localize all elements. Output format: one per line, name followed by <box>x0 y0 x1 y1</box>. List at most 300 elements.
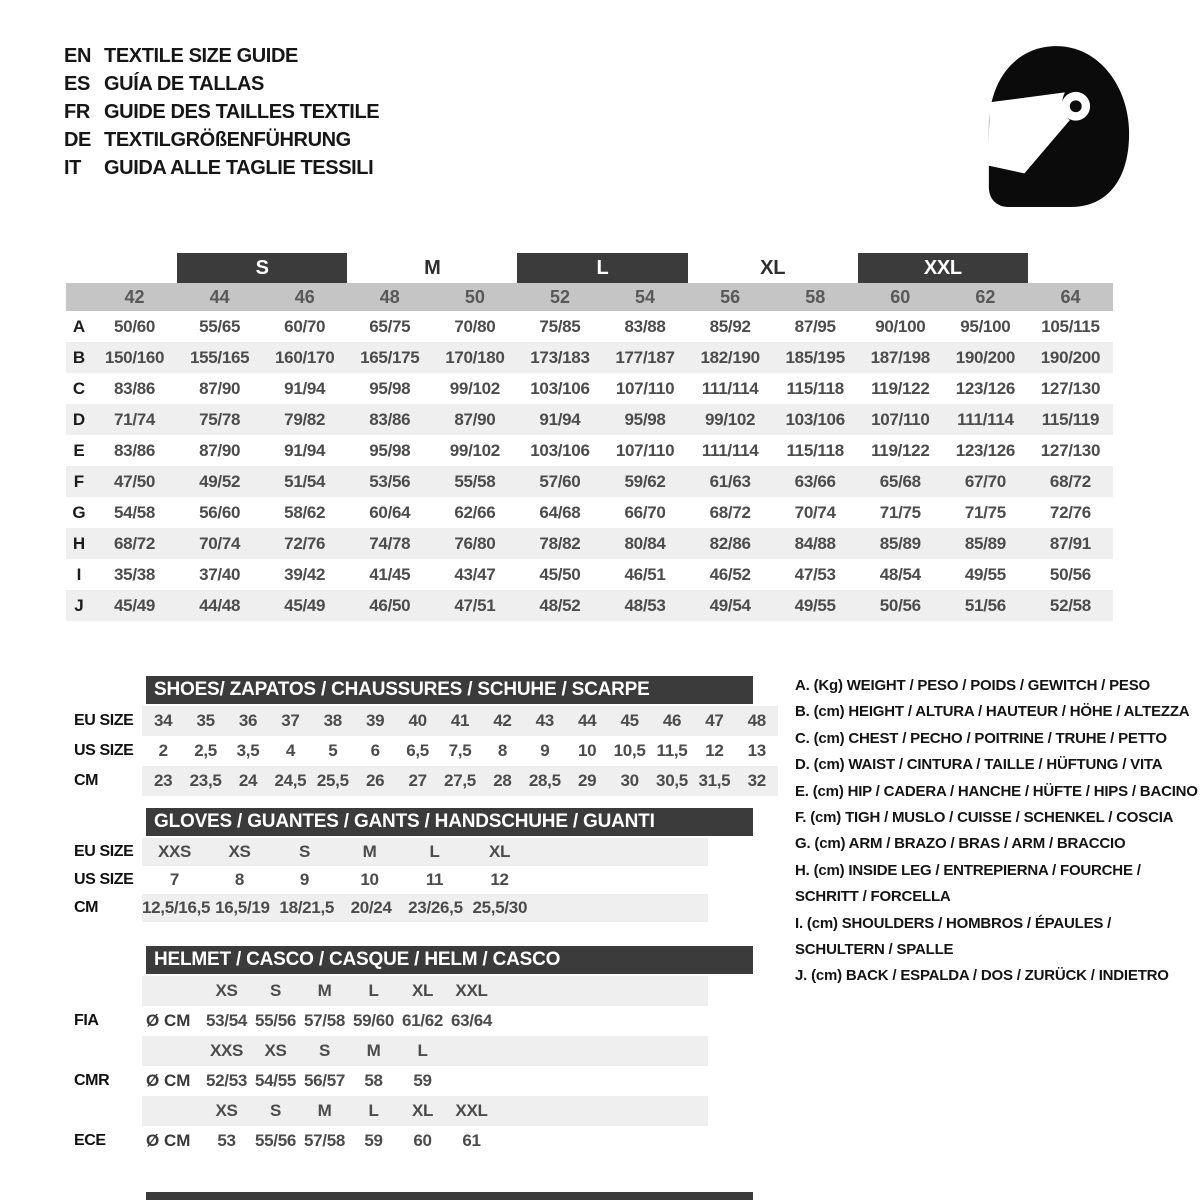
size-value: 26 <box>366 771 385 790</box>
shoes-size-table <box>74 676 778 796</box>
helmet-title-bar: HELMET / CASCO / CASQUE / HELM / CASCO <box>146 946 753 974</box>
size-value: 85/89 <box>879 533 921 553</box>
legend-line: B. (cm) HEIGHT / ALTURA / HAUTEUR / HÖHE / ALTEZZA <box>795 703 1190 721</box>
size-value: 43 <box>535 711 554 730</box>
size-value: 75/85 <box>539 316 581 336</box>
numeric-size: 60 <box>890 286 911 307</box>
size-value: 55/56 <box>254 1011 297 1030</box>
size-value: 13 <box>747 741 766 760</box>
size-value: 150/160 <box>104 347 165 367</box>
size-value: 6,5 <box>406 741 429 760</box>
size-group-m: M <box>424 256 441 279</box>
language-title-list <box>64 42 379 182</box>
size-row <box>74 866 708 894</box>
size-value: 12,5/16,5 <box>142 898 211 917</box>
helmet-value-row <box>74 1006 708 1036</box>
size-value: 24 <box>238 771 258 790</box>
size-value: 72/76 <box>284 533 326 553</box>
size-value: 68/72 <box>1049 471 1091 491</box>
size-value: L <box>429 842 440 861</box>
size-value: 25,5 <box>316 771 349 790</box>
size-value: 41 <box>450 711 470 730</box>
size-value: 11 <box>425 870 444 889</box>
size-value: 30 <box>620 771 639 790</box>
size-value: 2,5 <box>194 741 217 760</box>
size-value: 55/56 <box>254 1131 297 1150</box>
size-value: 59/60 <box>352 1011 395 1030</box>
size-value: 4 <box>285 741 295 760</box>
size-value: 90/100 <box>875 316 926 336</box>
size-value: 23 <box>154 771 173 790</box>
helmet-size: XXS <box>209 1041 244 1060</box>
size-value: 83/88 <box>624 316 666 336</box>
size-value: 53/56 <box>369 471 411 491</box>
measure-row <box>66 497 1113 528</box>
size-value: 91/94 <box>539 409 581 429</box>
size-value: 29 <box>578 771 597 790</box>
size-value: 35 <box>196 711 215 730</box>
size-value: 36 <box>238 711 258 730</box>
size-value: 115/119 <box>1041 409 1100 429</box>
size-value: 74/78 <box>369 533 411 553</box>
helmet-size: M <box>317 981 332 1000</box>
numeric-size: 62 <box>975 286 996 307</box>
standard-label: FIA <box>74 1012 99 1029</box>
size-value: 165/175 <box>360 347 420 367</box>
numeric-size: 52 <box>549 286 570 307</box>
size-value: 80/84 <box>624 533 666 553</box>
size-value: 68/72 <box>709 502 751 522</box>
numeric-size: 58 <box>805 286 826 307</box>
size-value: 28 <box>493 771 512 790</box>
racing-helmet-icon <box>978 40 1136 212</box>
numeric-size: 48 <box>379 286 400 307</box>
size-value: 71/75 <box>964 502 1006 522</box>
size-group-l: L <box>517 253 687 283</box>
size-value: 27 <box>408 771 427 790</box>
size-value: 3,5 <box>236 741 260 760</box>
language-row <box>64 98 379 126</box>
size-value: 85/89 <box>964 533 1006 553</box>
size-value: 6 <box>370 741 380 760</box>
size-value: 182/190 <box>700 347 760 367</box>
size-value: 79/82 <box>284 409 326 429</box>
values-grid <box>142 838 532 866</box>
size-value: 7,5 <box>448 741 472 760</box>
size-value: 37/40 <box>199 564 241 584</box>
size-value: 83/86 <box>114 440 156 460</box>
size-value: 95/98 <box>624 409 666 429</box>
size-value: 47/51 <box>454 595 496 615</box>
size-value: 40 <box>408 711 427 730</box>
language-code: IT <box>64 156 81 179</box>
size-value: 49/55 <box>964 564 1006 584</box>
helmet-size: M <box>317 1101 332 1120</box>
size-row <box>74 894 708 922</box>
size-value: XS <box>228 842 251 861</box>
measure-row <box>66 435 1113 466</box>
helmet-size: XS <box>264 1041 287 1060</box>
row-label: CM <box>74 899 99 916</box>
measurement-legend <box>795 673 1200 990</box>
size-value: 47/53 <box>794 564 836 584</box>
row-label: E <box>73 440 85 460</box>
helmet-size: L <box>368 1101 379 1120</box>
size-value: 111/114 <box>701 378 759 398</box>
standard-label: ECE <box>74 1132 106 1149</box>
size-value: XL <box>488 842 511 861</box>
size-value: M <box>362 842 377 861</box>
legend-line: A. (Kg) WEIGHT / PESO / POIDS / GEWITCH / PESO <box>795 677 1150 694</box>
helmet-size-row <box>142 1096 708 1126</box>
size-value: 72/76 <box>1049 502 1091 522</box>
language-row <box>64 126 379 154</box>
helmet-value-row <box>74 1126 708 1156</box>
size-value: 107/110 <box>871 409 930 429</box>
size-value: 24,5 <box>274 771 307 790</box>
size-value: 48 <box>747 711 766 730</box>
helmet-size: XS <box>215 1101 238 1120</box>
size-value: 67/70 <box>964 471 1006 491</box>
helmet-size: L <box>417 1041 428 1060</box>
helmet-size: XXL <box>455 981 488 1000</box>
size-value: 119/122 <box>871 440 930 460</box>
size-value: 63/64 <box>450 1011 493 1030</box>
row-label: D <box>72 409 86 429</box>
size-value: 12 <box>705 741 724 760</box>
size-value: 173/183 <box>530 347 590 367</box>
size-value: 8 <box>234 870 245 889</box>
row-label: EU SIZE <box>74 843 134 860</box>
size-value: 32 <box>747 771 766 790</box>
size-value: 85/92 <box>709 316 751 336</box>
size-value: 61/63 <box>709 471 751 491</box>
size-value: 87/95 <box>794 316 836 336</box>
size-value: 25,5/30 <box>472 898 528 917</box>
size-value: 83/86 <box>369 409 411 429</box>
size-value: 91/94 <box>284 440 326 460</box>
size-value: 53 <box>217 1131 236 1150</box>
row-label: US SIZE <box>74 742 134 759</box>
gloves-title-bar: GLOVES / GUANTES / GANTS / HANDSCHUHE / GUANTI <box>146 808 753 836</box>
helmet-value-row <box>74 1066 708 1096</box>
size-value: 190/200 <box>955 347 1016 367</box>
size-value: 87/90 <box>454 409 496 429</box>
size-value: 76/80 <box>454 533 496 553</box>
size-value: 57/58 <box>303 1131 346 1150</box>
language-title: TEXTILGRÖßENFÜHRUNG <box>104 128 351 151</box>
size-value: 51/54 <box>284 471 326 491</box>
size-value: 54/58 <box>114 502 156 522</box>
size-value: 70/74 <box>199 533 241 553</box>
helmet-size: M <box>366 1041 381 1060</box>
row-label: C <box>72 378 86 398</box>
measure-row <box>66 590 1113 621</box>
measure-row <box>66 342 1113 373</box>
size-value: 65/75 <box>369 316 411 336</box>
size-value: XXS <box>157 842 192 861</box>
size-value: 59 <box>364 1131 383 1150</box>
legend-line: H. (cm) INSIDE LEG / ENTREPIERNA / FOURCHE / <box>795 861 1141 879</box>
legend-line: SCHULTERN / SPALLE <box>795 941 954 959</box>
size-value: 47 <box>705 711 724 730</box>
numeric-size: 56 <box>720 286 741 307</box>
size-value: 49/52 <box>199 471 241 491</box>
size-value: 59/62 <box>624 471 666 491</box>
size-value: 103/106 <box>530 378 590 398</box>
row-label: CM <box>74 772 99 789</box>
size-value: 47/50 <box>114 471 156 491</box>
size-value: 111/114 <box>957 409 1014 429</box>
row-label: G <box>72 502 86 522</box>
size-value: 99/102 <box>449 440 500 460</box>
language-code: DE <box>64 128 91 151</box>
size-value: 35/38 <box>114 564 156 584</box>
size-value: 46/52 <box>709 564 751 584</box>
size-row <box>74 706 778 736</box>
size-value: 70/74 <box>794 502 836 522</box>
row-label: J <box>74 595 84 615</box>
size-value: 45/49 <box>114 595 156 615</box>
size-value: 95/98 <box>369 440 411 460</box>
size-value: 56/60 <box>199 502 241 522</box>
legend-line: J. (cm) BACK / ESPALDA / DOS / ZURÜCK / INDIETRO <box>795 967 1169 985</box>
size-value: 66/70 <box>624 502 666 522</box>
size-value: 70/80 <box>454 316 496 336</box>
size-value: 115/118 <box>786 440 844 460</box>
legend-line: E. (cm) HIP / CADERA / HANCHE / HÜFTE / HIPS / BACINO <box>795 782 1198 800</box>
size-value: 46/50 <box>369 595 411 615</box>
row-label: F <box>73 471 85 491</box>
size-value: 49/55 <box>794 595 836 615</box>
size-value: 123/126 <box>955 378 1016 398</box>
size-value: 39 <box>366 711 385 730</box>
row-label: EU SIZE <box>74 712 134 729</box>
size-value: 65/68 <box>879 471 921 491</box>
helmet-size: XS <box>215 981 238 1000</box>
size-value: 45 <box>620 711 639 730</box>
size-value: 60/70 <box>284 316 326 336</box>
measure-row <box>66 528 1113 559</box>
legend-line: D. (cm) WAIST / CINTURA / TAILLE / HÜFTUNG / VITA <box>795 756 1163 774</box>
size-value: 105/115 <box>1041 316 1100 336</box>
numeric-size: 54 <box>635 286 656 307</box>
size-value: 160/170 <box>275 347 335 367</box>
size-value: 190/200 <box>1040 347 1101 367</box>
language-code: EN <box>64 44 91 67</box>
size-value: 58 <box>364 1071 383 1090</box>
language-title: GUIDA ALLE TAGLIE TESSILI <box>104 156 374 179</box>
helmet-size: XXL <box>455 1101 488 1120</box>
helmet-rows <box>74 976 708 1156</box>
size-value: 50/56 <box>879 595 921 615</box>
size-value: 51/56 <box>964 595 1006 615</box>
language-row <box>64 154 379 182</box>
measure-row <box>66 559 1113 590</box>
legend-line: SCHRITT / FORCELLA <box>795 888 951 906</box>
measure-row <box>66 466 1113 497</box>
size-value: 127/130 <box>1040 440 1101 460</box>
size-value: 23,5 <box>189 771 222 790</box>
size-value: 45/50 <box>539 564 581 584</box>
size-value: 58/62 <box>284 502 326 522</box>
size-group-s: S <box>177 253 347 283</box>
helmet-size: XL <box>411 1101 434 1120</box>
language-title: GUIDE DES TAILLES TEXTILE <box>104 100 380 123</box>
size-value: 9 <box>299 870 310 889</box>
size-value: 16,5/19 <box>215 898 270 917</box>
size-value: 39/42 <box>284 564 326 584</box>
size-value: 37 <box>281 711 300 730</box>
size-value: 63/66 <box>794 471 836 491</box>
size-value: 48/52 <box>539 595 581 615</box>
numeric-size: 46 <box>294 286 315 307</box>
size-value: 8 <box>497 741 507 760</box>
size-value: 107/110 <box>615 440 675 460</box>
size-value: 57/60 <box>539 471 581 491</box>
size-value: 9 <box>540 741 550 760</box>
cropped-section-bar <box>146 1192 753 1200</box>
size-value: 20/24 <box>350 898 392 917</box>
numeric-size: 50 <box>464 286 485 307</box>
size-value: 170/180 <box>445 347 505 367</box>
measure-row <box>66 404 1113 435</box>
row-label: B <box>72 347 86 367</box>
values-grid <box>142 866 532 894</box>
size-value: 55/58 <box>454 471 496 491</box>
diameter-unit: Ø CM <box>146 1131 191 1150</box>
size-value: 50/56 <box>1049 564 1091 584</box>
numeric-size: 44 <box>209 286 230 307</box>
size-value: 38 <box>323 711 342 730</box>
legend-line: G. (cm) ARM / BRAZO / BRAS / ARM / BRACCIO <box>795 835 1126 853</box>
size-row <box>74 838 708 866</box>
size-value: 50/60 <box>114 316 156 336</box>
shoes-title-bar: SHOES/ ZAPATOS / CHAUSSURES / SCHUHE / SCARPE <box>146 676 753 704</box>
size-value: 91/94 <box>284 378 326 398</box>
size-value: 177/187 <box>615 347 675 367</box>
helmet-size: XL <box>411 981 434 1000</box>
numeric-size: 64 <box>1060 286 1081 307</box>
helmet-size: S <box>269 1101 282 1120</box>
row-label: A <box>72 316 86 336</box>
size-group-row <box>66 253 1113 283</box>
measure-row <box>66 373 1113 404</box>
size-value: 11,5 <box>656 741 688 760</box>
size-value: 103/106 <box>785 409 845 429</box>
size-value: 48/53 <box>624 595 666 615</box>
size-value: 61/62 <box>401 1011 444 1030</box>
size-value: 52/58 <box>1049 595 1091 615</box>
language-code: ES <box>64 72 90 95</box>
values-grid <box>142 894 532 922</box>
size-value: 42 <box>493 711 512 730</box>
size-value: 7 <box>169 870 180 889</box>
row-label: I <box>76 564 82 584</box>
legend-line: I. (cm) SHOULDERS / HOMBROS / ÉPAULES / <box>795 914 1112 932</box>
language-title: TEXTILE SIZE GUIDE <box>104 44 298 67</box>
legend-line: C. (cm) CHEST / PECHO / POITRINE / TRUHE / PETTO <box>795 729 1167 747</box>
size-value: 103/106 <box>530 440 590 460</box>
size-row <box>74 736 778 766</box>
size-value: 12 <box>490 870 509 889</box>
row-label: H <box>72 533 86 553</box>
size-value: 95/100 <box>960 316 1011 336</box>
helmet-size-table <box>74 946 708 1156</box>
size-value: 64/68 <box>539 502 581 522</box>
size-value: 87/90 <box>199 440 241 460</box>
values-grid <box>142 766 778 796</box>
size-value: 71/74 <box>114 409 156 429</box>
size-value: 57/58 <box>303 1011 346 1030</box>
size-value: 59 <box>413 1071 432 1090</box>
size-value: 44 <box>578 711 597 730</box>
size-value: 83/86 <box>114 378 156 398</box>
language-code: FR <box>64 100 90 123</box>
size-value: 115/118 <box>786 378 844 398</box>
size-value: 56/57 <box>303 1071 346 1090</box>
size-value: 49/54 <box>709 595 751 615</box>
size-value: 45/49 <box>284 595 326 615</box>
size-value: 10,5 <box>613 741 646 760</box>
helmet-size-row <box>142 1036 708 1066</box>
size-value: 43/47 <box>454 564 496 584</box>
diameter-unit: Ø CM <box>146 1011 191 1030</box>
language-row <box>64 70 379 98</box>
size-value: 23/26,5 <box>408 898 463 917</box>
size-value: 30,5 <box>656 771 688 790</box>
helmet-size: S <box>269 981 282 1000</box>
size-value: 44/48 <box>199 595 241 615</box>
size-value: 155/165 <box>189 347 250 367</box>
size-row <box>74 766 778 796</box>
size-value: 78/82 <box>539 533 581 553</box>
size-value: 119/122 <box>871 378 930 398</box>
size-value: 84/88 <box>794 533 836 553</box>
size-value: 53/54 <box>205 1011 248 1030</box>
size-value: 82/86 <box>709 533 751 553</box>
size-value: 28,5 <box>528 771 561 790</box>
size-value: 75/78 <box>199 409 241 429</box>
size-value: 54/55 <box>254 1071 297 1090</box>
size-value: 61 <box>462 1131 481 1150</box>
size-value: 27,5 <box>444 771 476 790</box>
language-row <box>64 42 379 70</box>
size-value: 48/54 <box>879 564 921 584</box>
helmet-size-row <box>142 976 708 1006</box>
language-title: GUÍA DE TALLAS <box>104 72 264 95</box>
size-value: 68/72 <box>114 533 156 553</box>
size-value: 87/91 <box>1049 533 1091 553</box>
size-value: 95/98 <box>369 378 411 398</box>
size-value: 2 <box>158 741 168 760</box>
size-value: 31,5 <box>698 771 731 790</box>
size-value: 185/195 <box>785 347 845 367</box>
size-value: 60 <box>413 1131 432 1150</box>
size-value: 99/102 <box>449 378 500 398</box>
measurement-rows <box>66 311 1113 621</box>
values-grid <box>142 706 778 736</box>
size-value: S <box>298 842 311 861</box>
values-grid <box>142 736 778 766</box>
numeric-size: 42 <box>124 286 145 307</box>
size-value: 55/65 <box>199 316 241 336</box>
size-group-xxl: XXL <box>858 253 1028 283</box>
size-value: 111/114 <box>701 440 759 460</box>
standard-label: CMR <box>74 1072 110 1089</box>
size-value: 60/64 <box>369 502 411 522</box>
numeric-size-band <box>66 283 1113 311</box>
